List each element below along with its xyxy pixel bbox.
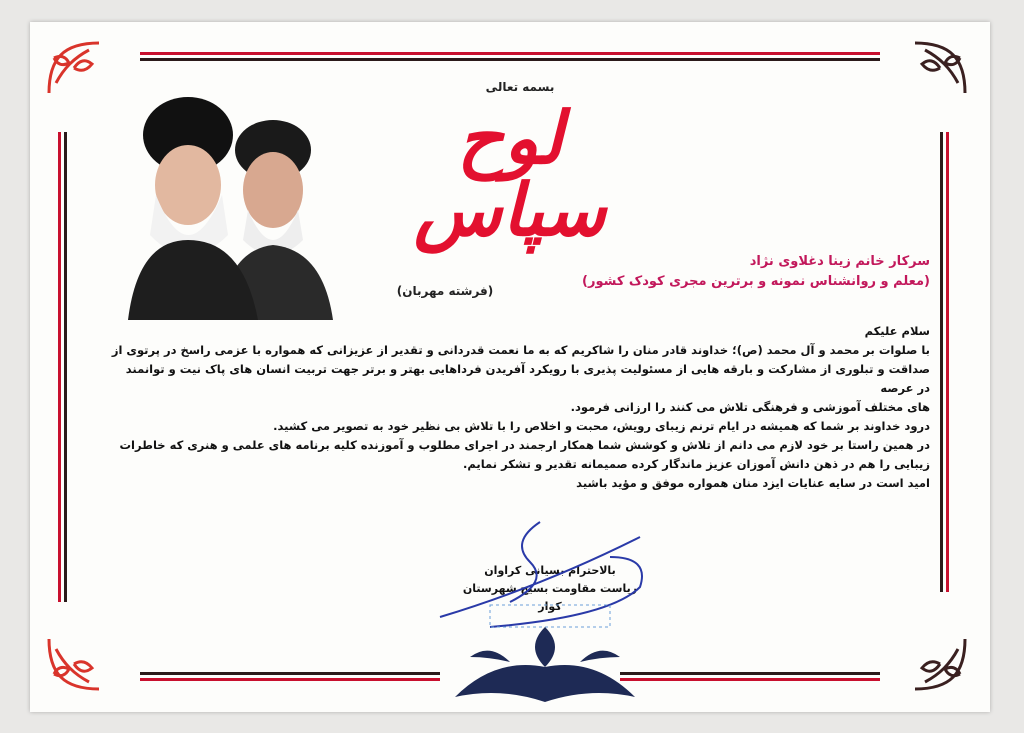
body-line: های مختلف آموزشی و فرهنگی تلاش می کنند را ارزانی فرمود. (570, 400, 930, 414)
corner-ornament-bottom-left (44, 634, 104, 694)
body-line: با صلوات بر محمد و آل محمد (ص)؛ خداوند قادر منان را شاکریم که به ما نعمت قدردانی و تقدیر از عزیزانی که همواره با عزمی راسخ در پرتوی از (111, 343, 930, 357)
bismillah-text: بسمه تعالی (485, 80, 555, 94)
bottom-border-dark (140, 672, 440, 675)
top-border-dark (140, 58, 880, 61)
right-border-red (946, 132, 949, 592)
certificate-subtitle: (فرشته مهربان) (396, 284, 494, 298)
handwritten-signature (430, 517, 670, 637)
body-line: درود خداوند بر شما که همیشه در ایام ترنم زیبای رویش، محبت و اخلاص را با تلاش بی نظیر خود به تصویر می کشید. (273, 419, 930, 433)
signatory-title: ریاست مقاومت بسیج شهرستان کوار (462, 582, 638, 613)
recipient-name: سرکار خانم زینا دغلاوی نژاد (749, 254, 930, 269)
portraits-image (98, 80, 348, 320)
body-line: صداقت و تبلوری از مشارکت و بارقه هایی از مسئولیت پذیری با رویکرد آفریدن فرداهایی بهتر و برتر جهت تربیت انسان های پاک نیت و توانمند در عرصه (125, 362, 930, 395)
bottom-border-red (140, 678, 440, 681)
signatory-name: بالاحترام بسیانی کراوان (484, 564, 616, 577)
recipient-role: (معلم و روانشناس نمونه و برترین مجری کودک کشور) (582, 274, 930, 289)
corner-ornament-top-right (910, 38, 970, 98)
right-border (940, 132, 943, 592)
recipient-block (582, 252, 930, 292)
greeting: سلام علیکم (864, 324, 930, 338)
corner-ornament-top-left (44, 38, 104, 98)
body-line: امید است در سایه عنایات ایزد منان همواره موفق و مؤید باشید (576, 476, 930, 490)
left-border (58, 132, 61, 602)
certificate-body (110, 322, 930, 493)
body-line: در همین راستا بر خود لازم می دانم از تلاش و کوشش شما همکار ارجمند در اجرای مطلوب و آموزنده کلیه برنامه های علمی و هنری که خاطرات (119, 438, 930, 452)
certificate-title: لوح سپاس (414, 95, 606, 252)
body-line: زیبایی را هم در ذهن دانش آموزان عزیز ماندگار کرده صمیمانه تقدیر و تشکر نمایم. (463, 457, 930, 471)
bottom-border-red-right (620, 678, 880, 681)
bottom-center-ornament (450, 622, 640, 702)
top-border-red (140, 52, 880, 55)
certificate-page (30, 22, 990, 712)
left-border-dark (64, 132, 67, 602)
corner-ornament-bottom-right (910, 634, 970, 694)
bottom-border-dark-right (620, 672, 880, 675)
